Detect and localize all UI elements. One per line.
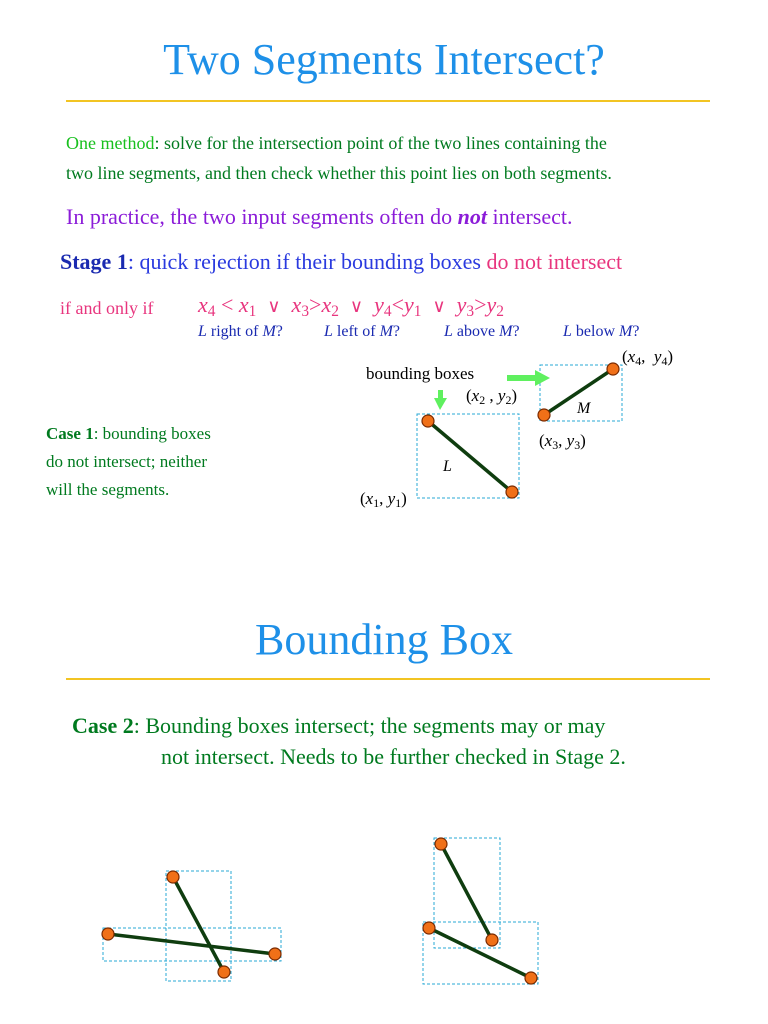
endpoint — [435, 838, 447, 850]
point1-label: ($x_1$, $y_1$) — [360, 489, 407, 510]
endpoint — [269, 948, 281, 960]
stage-label: Stage 1 — [60, 249, 128, 274]
practice-text-a: In practice, the two input segments often do — [66, 204, 458, 229]
cond2-as: 3 — [301, 302, 310, 320]
case2-line1: : Bounding boxes intersect; the segments may or may — [133, 713, 606, 738]
or-symbol: ∨ — [432, 296, 446, 316]
cond2-bs: 2 — [331, 302, 339, 320]
cond1-b: x — [238, 292, 249, 317]
endpoint — [506, 486, 518, 498]
cond2-op: > — [309, 292, 322, 317]
cond4-b: y — [486, 292, 497, 317]
case1-line1: : bounding boxes — [93, 424, 211, 443]
or-symbol: ∨ — [349, 296, 364, 316]
cond4-bs: 2 — [496, 302, 504, 320]
cond4-a: y — [456, 292, 467, 317]
method-text-2: two line segments, and then check whether this point lies on both segments. — [66, 163, 612, 183]
endpoint — [525, 972, 537, 984]
cond3-b: y — [403, 292, 414, 317]
stage-highlight: do not intersect — [486, 249, 623, 274]
case1-line3: will the segments. — [46, 480, 170, 499]
practice-not: not — [457, 204, 487, 229]
segment-d — [429, 928, 531, 978]
segment-l — [428, 421, 512, 492]
bounding-boxes-label: bounding boxes — [366, 364, 475, 383]
cond2-b: x — [321, 292, 332, 317]
case2-label: Case 2 — [72, 713, 134, 738]
segment-a — [173, 877, 224, 972]
explain-3: L above M? — [444, 323, 520, 340]
endpoint — [538, 409, 550, 421]
case1-label: Case 1 — [46, 424, 94, 443]
method-label: One method — [66, 133, 155, 153]
point3-label: ($x_3$, $y_3$) — [539, 431, 586, 452]
endpoint — [218, 966, 230, 978]
arrow-right-icon — [507, 370, 550, 386]
point2-label: ($x_2$ , $y_2$) — [466, 386, 518, 407]
iff-label: if and only if — [60, 298, 154, 318]
cond3-bs: 1 — [413, 302, 422, 320]
explain-2: L left of M? — [324, 323, 400, 340]
endpoint — [607, 363, 619, 375]
case1-line2: do not intersect; neither — [46, 452, 207, 471]
slide2-title: Bounding Box — [255, 615, 513, 664]
explain-4: L below M? — [563, 323, 640, 340]
or-symbol: ∨ — [267, 296, 281, 316]
cond3-op: < — [391, 292, 404, 317]
slide1-title: Two Segments Intersect? — [163, 35, 605, 84]
cond2-a: x — [291, 292, 302, 317]
endpoint — [422, 415, 434, 427]
segment-c — [441, 844, 492, 940]
stage-text: : quick rejection if their bounding boxes — [127, 249, 487, 274]
method-text-1: : solve for the intersection point of the two lines containing the — [154, 133, 607, 153]
explain-1: L right of M? — [198, 323, 283, 340]
cond4-as: 3 — [466, 302, 475, 320]
cond1-op: < — [220, 292, 234, 317]
segment-l-label: L — [443, 458, 452, 475]
endpoint — [102, 928, 114, 940]
segment-b — [108, 934, 275, 954]
case2-line2: not intersect. Needs to be further checked in Stage 2. — [161, 744, 626, 769]
cond4-op: > — [474, 292, 487, 317]
arrow-down-icon — [434, 390, 447, 410]
cond1-bs: 1 — [248, 302, 257, 320]
endpoint — [167, 871, 179, 883]
practice-text-b: intersect. — [486, 204, 573, 229]
cond1-as: 4 — [207, 302, 216, 320]
endpoint — [423, 922, 435, 934]
cond3-as: 4 — [383, 302, 392, 320]
segment-m-label: M — [577, 400, 591, 417]
endpoint — [486, 934, 498, 946]
cond3-a: y — [374, 292, 384, 317]
point4-label: ($x_4$, $y_4$) — [622, 347, 674, 368]
segment-m — [544, 369, 613, 415]
cond1-a: x — [198, 292, 208, 317]
